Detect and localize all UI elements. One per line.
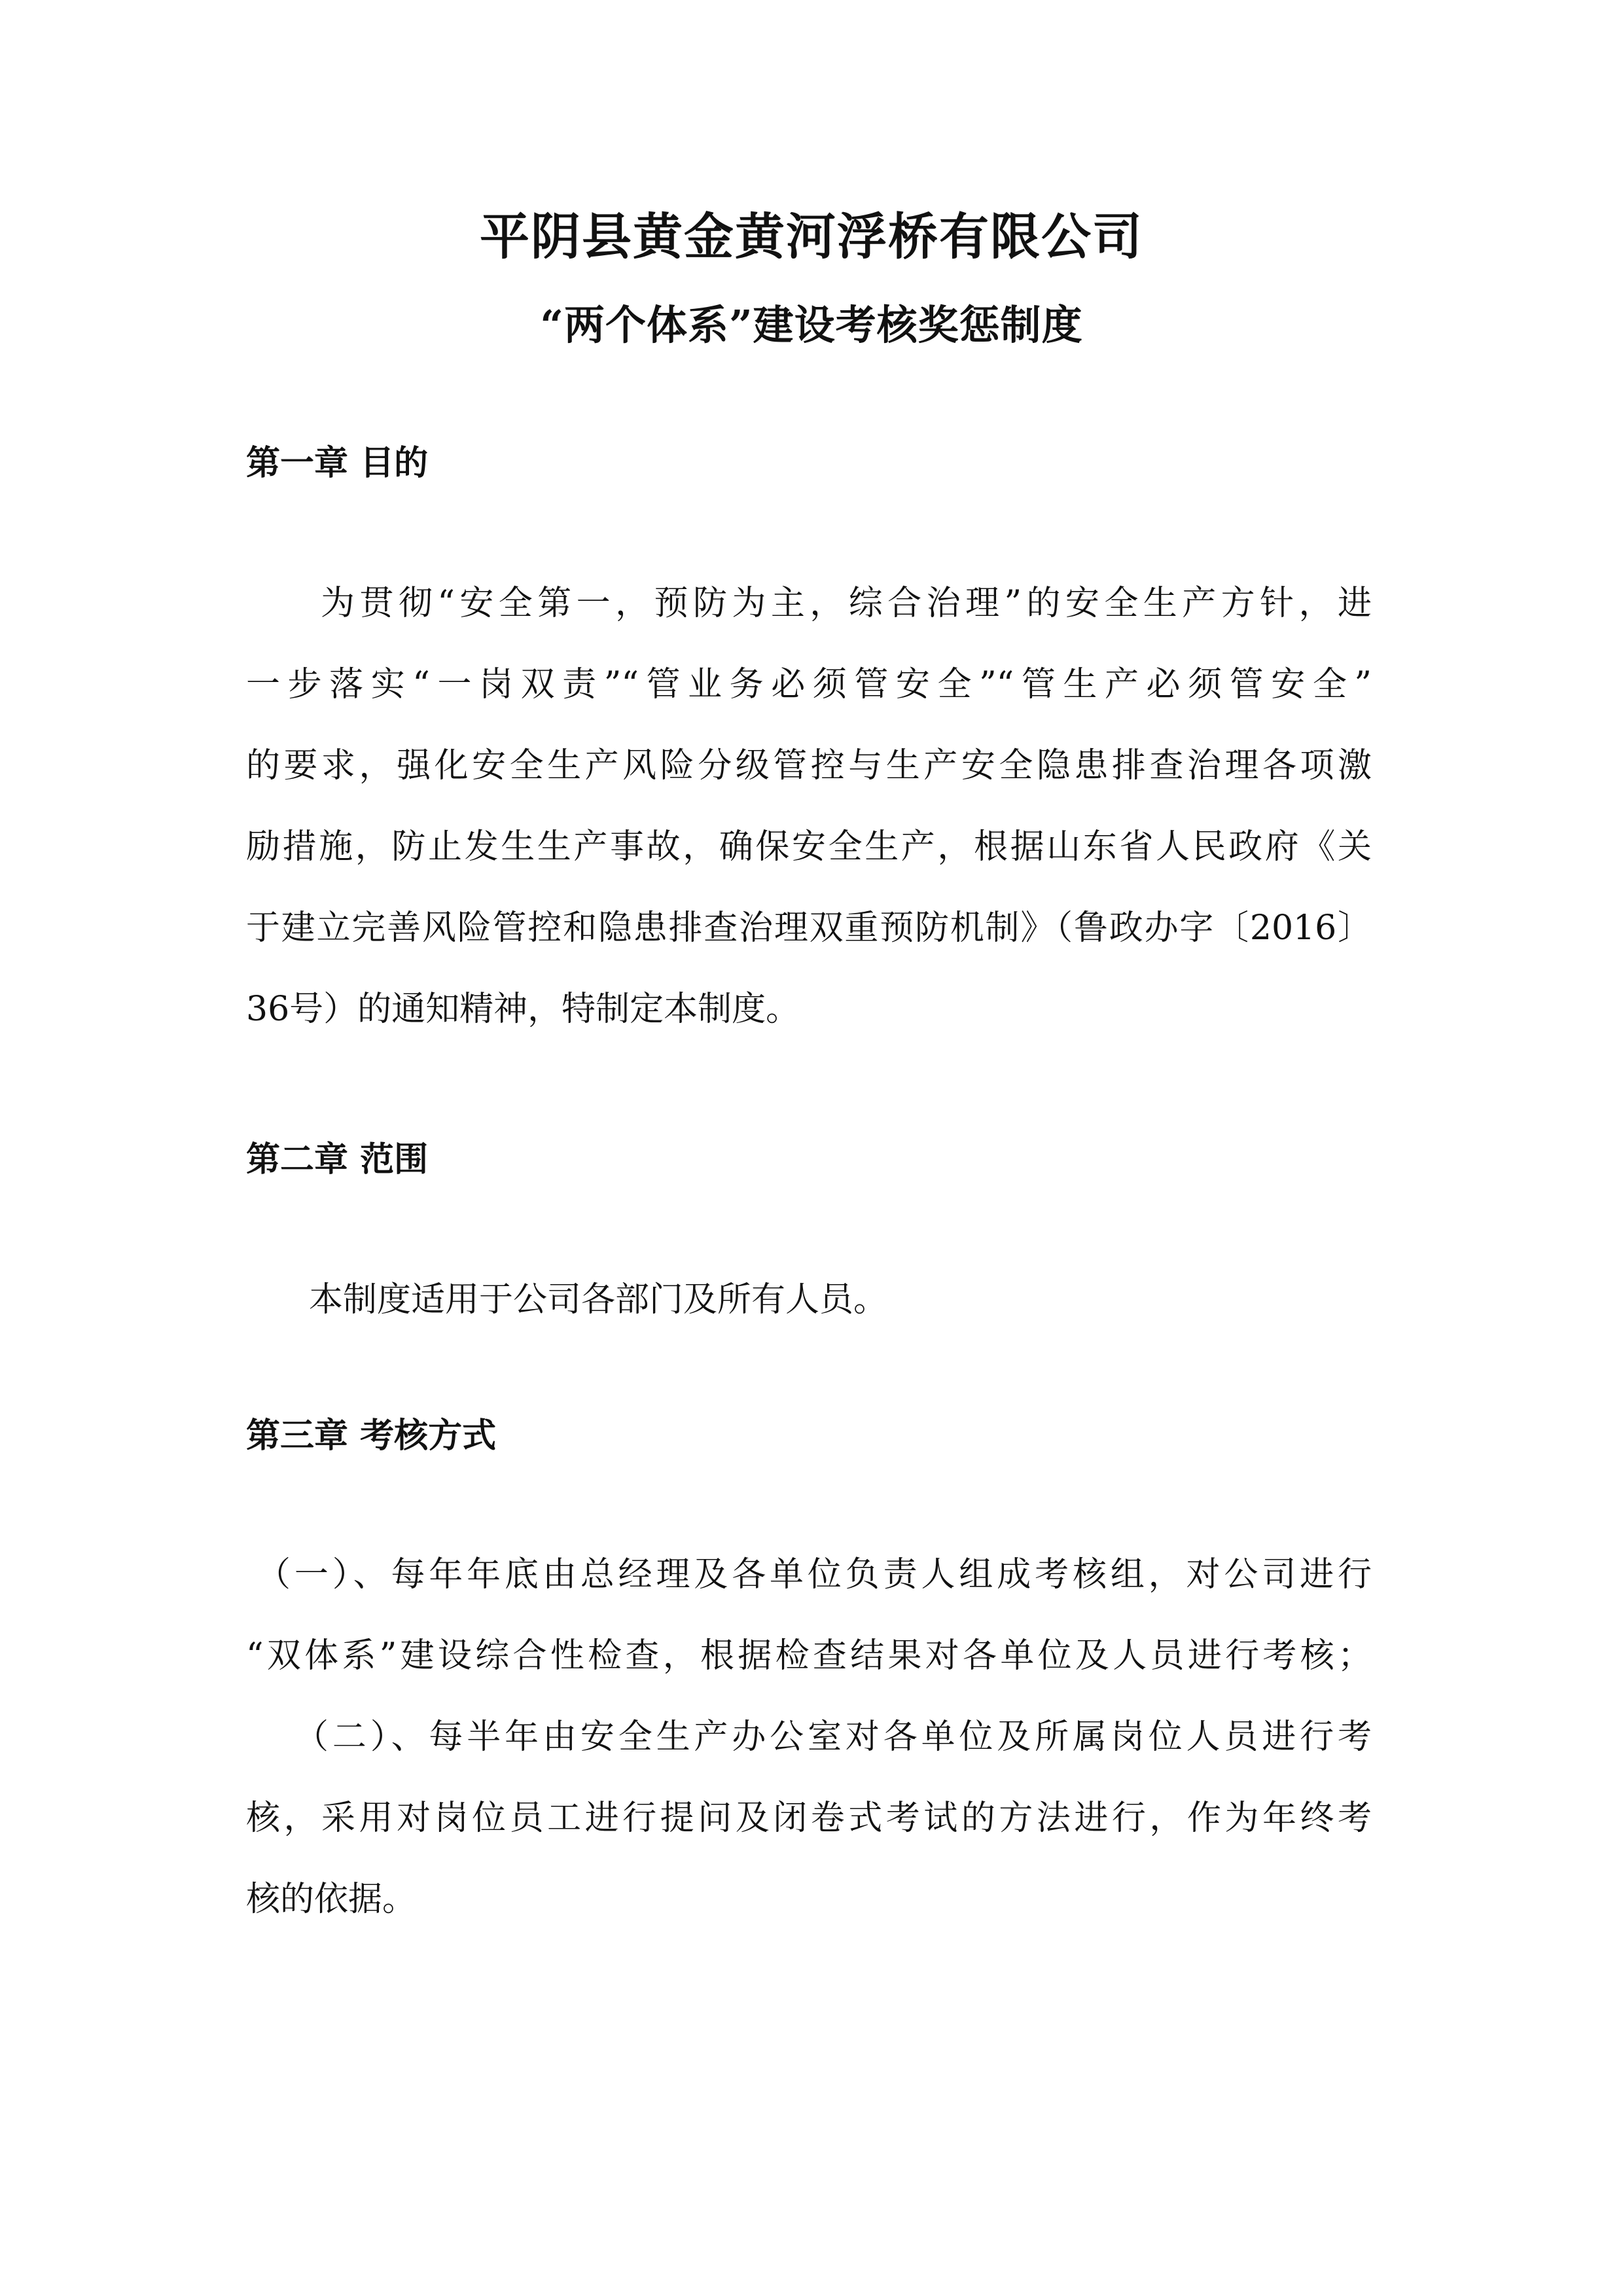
chapter-1-line-1: 为贯彻“安全第一，预防为主，综合治理”的安全生产方针，进	[321, 584, 1372, 623]
chapter-1-line-4: 励措施，防止发生生产事故，确保安全生产，根据山东省人民政府《关	[246, 827, 1372, 867]
chapter-1-line-5: 于建立完善风险管控和隐患排查治理双重预防机制》（鲁政办字〔2016〕	[246, 908, 1372, 948]
chapter-3-line-5: 核的依据。	[246, 1880, 417, 1919]
chapter-2-line-1: 本制度适用于公司各部门及所有人员。	[309, 1280, 888, 1319]
chapter-1-line-2: 一步落实“一岗双责”“管业务必须管安全”“管生产必须管安全”	[246, 665, 1372, 704]
document-subtitle: “两个体系”建设考核奖惩制度	[540, 301, 1083, 349]
chapter-3-line-2: “双体系”建设综合性检查，根据检查结果对各单位及人员进行考核；	[246, 1636, 1372, 1676]
chapter-3-line-4: 核，采用对岗位员工进行提问及闭卷式考试的方法进行，作为年终考	[246, 1799, 1372, 1838]
chapter-1-heading: 第一章 目的	[246, 443, 429, 483]
chapter-3-line-3: （二）、每半年由安全生产办公室对各单位及所属岗位人员进行考	[294, 1717, 1372, 1757]
document-title: 平阴县黄金黄河浮桥有限公司	[480, 207, 1143, 266]
chapter-1-line-3: 的要求，强化安全生产风险分级管控与生产安全隐患排查治理各项激	[246, 746, 1372, 785]
chapter-3-heading: 第三章 考核方式	[246, 1416, 497, 1456]
chapter-3-line-1: （一）、每年年底由总经理及各单位负责人组成考核组，对公司进行	[257, 1555, 1372, 1594]
chapter-2-heading: 第二章 范围	[246, 1139, 429, 1179]
chapter-1-line-6: 36号）的通知精神，特制定本制度。	[246, 990, 800, 1029]
